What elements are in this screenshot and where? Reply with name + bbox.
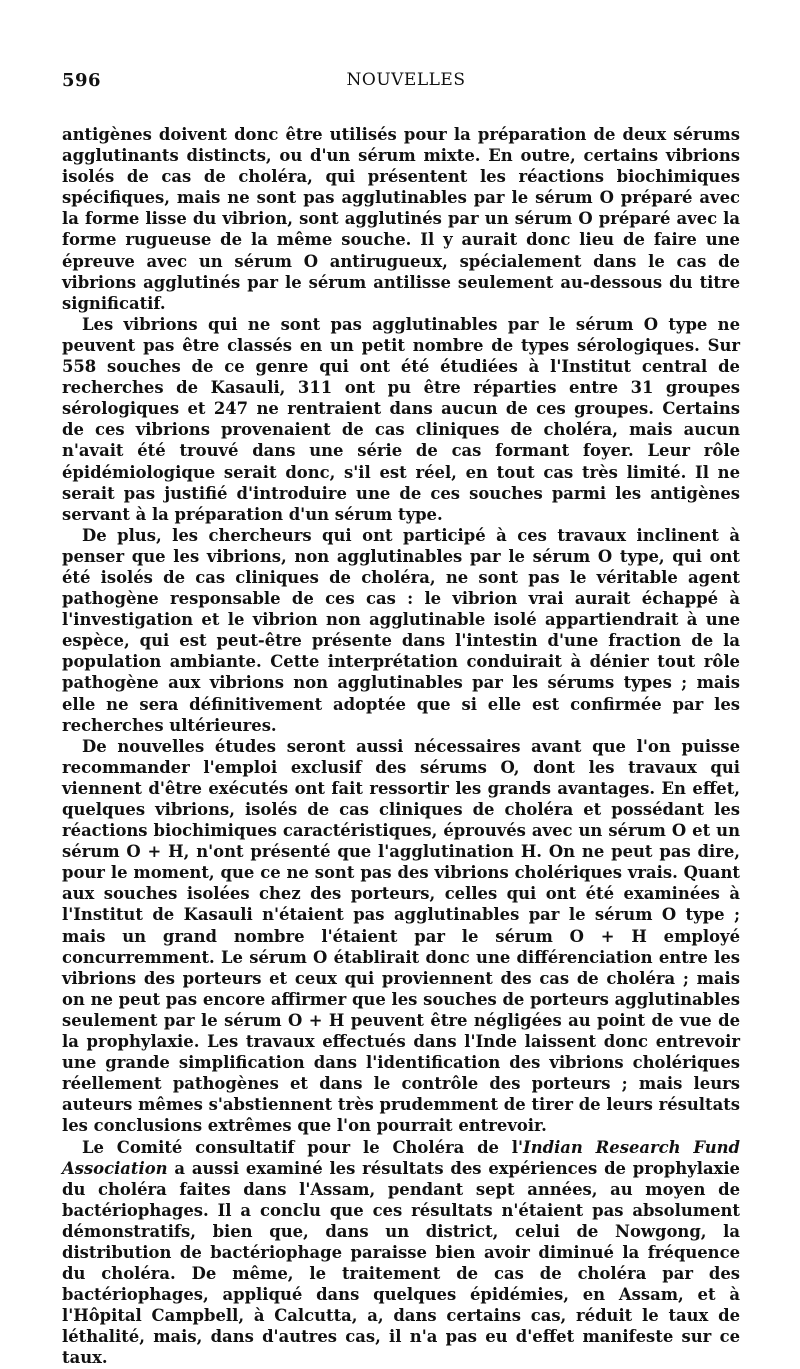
paragraph-5-start: Le Comité consultatif pour le Choléra de l' <box>82 1137 524 1157</box>
organization-name: Indian Research Fund Association <box>62 1137 740 1178</box>
paragraph-4: De nouvelles études seront aussi nécessaires avant que l'on puisse recommander l'emploi exclusif des sérums O, dont les travaux qui viennent d'être exécutés ont fait ressortir les grands avantages. En effet, quelques vibrions, isolés de cas cliniques de choléra et possédant les réactions biochimiques caractéristiques, éprouvés avec un sérum O et un sérum O + H, n'ont présenté que l'agglutination H. On ne peut pas dire, pour le moment, que ce ne sont pas des vibrions cholériques vrais. Quant aux souches isolées chez des porteurs, celles qui ont été examinées à l'Institut de Kasauli n'étaient pas agglutinables par le sérum O type ; mais un grand nombre l'étaient par le sérum O + H employé concurremment. Le sérum O établirait donc une différenciation entre les vibrions des porteurs et ceux qui proviennent des cas de choléra ; mais on ne peut pas encore affirmer que les souches de porteurs agglutinables seulement par le sérum O + H peuvent être négligées au point de vue de la prophylaxie. Les travaux effectués dans l'Inde laissent donc entrevoir une grande simplification dans l'identification des vibrions cholériques réellement pathogènes et dans le contrôle des porteurs ; mais leurs auteurs mêmes s'abstiennent très prudemment de tirer de leurs résultats les conclusions extrêmes que l'on pourrait entrevoir. <box>62 736 740 1136</box>
page-number: 596 <box>62 70 102 91</box>
running-title: NOUVELLES <box>346 70 466 90</box>
page-header <box>62 70 740 96</box>
document-page <box>62 70 740 1369</box>
paragraph-2: Les vibrions qui ne sont pas agglutinables par le sérum O type ne peuvent pas être classés en un petit nombre de types sérologiques. Sur 558 souches de ce genre qui ont été étudiées à l'Institut central de recherches de Kasauli, 311 ont pu être réparties entre 31 groupes sérologiques et 247 ne rentraient dans aucun de ces groupes. Certains de ces vibrions provenaient de cas cliniques de choléra, mais aucun n'avait été trouvé dans une série de cas formant foyer. Leur rôle épidémiologique serait donc, s'il est réel, en tout cas très limité. Il ne serait pas justifié d'introduire une de ces souches parmi les antigènes servant à la préparation d'un sérum type. <box>62 314 740 524</box>
paragraph-1: antigènes doivent donc être utilisés pour la préparation de deux sérums agglutinants distincts, ou d'un sérum mixte. En outre, certains vibrions isolés de cas de choléra, qui présentent les réactions biochimiques spécifiques, mais ne sont pas agglutinables par le sérum O préparé avec la forme lisse du vibrion, sont agglutinés par un sérum O préparé avec la forme rugueuse de la même souche. Il y aurait donc lieu de faire une épreuve avec un sérum O antirugueux, spécialement dans le cas de vibrions agglutinés par le sérum antilisse seulement au-dessous du titre significatif. <box>62 125 740 313</box>
body-text <box>62 124 740 1369</box>
paragraph-5-end: a aussi examiné les résultats des expériences de prophylaxie du choléra faites dans l'Assam, pendant sept années, au moyen de bactériophages. Il a conclu que ces résultats n'étaient pas absolument démonstratifs, bien que, dans un district, celui de Nowgong, la distribution de bactériophage paraisse bien avoir diminué la fréquence du choléra. De même, le traitement de cas de choléra par des bactériophages, appliqué dans quelques épidémies, en Assam, et à l'Hôpital Campbell, à Calcutta, a, dans certains cas, réduit le taux de léthalité, mais, dans d'autres cas, il n'a pas eu d'effet manifeste sur ce taux. <box>62 1158 740 1368</box>
paragraph-5 <box>62 1137 740 1369</box>
paragraph-3: De plus, les chercheurs qui ont participé à ces travaux inclinent à penser que les vibrions, non agglutinables par le sérum O type, qui ont été isolés de cas cliniques de choléra, ne sont pas le véritable agent pathogène responsable de ces cas : le vibrion vrai aurait échappé à l'investigation et le vibrion non agglutinable isolé appartiendrait à une espèce, qui est peut-être présente dans l'intestin d'une fraction de la population ambiante. Cette interprétation conduirait à dénier tout rôle pathogène aux vibrions non agglutinables par les sérums types ; mais elle ne sera définitivement adoptée que si elle est confirmée par les recherches ultérieures. <box>62 525 740 735</box>
